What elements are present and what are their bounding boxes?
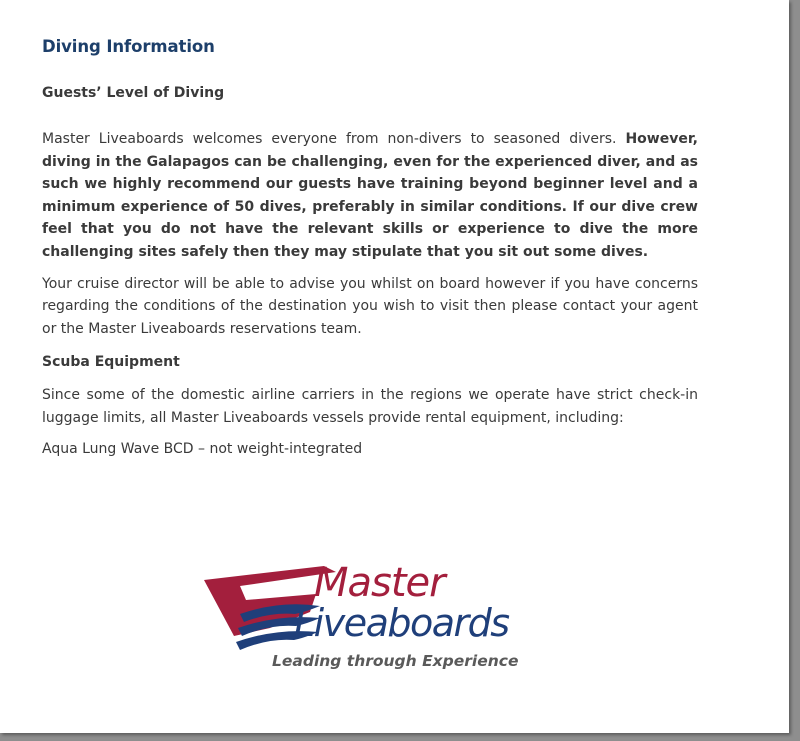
page-title: Diving Information [42, 37, 215, 56]
logo-tagline: Leading through Experience [272, 652, 519, 670]
paragraph-bold-text: However, diving in the Galapagos can be challenging, even for the experienced diver, and as such we highly recommend our guests have training beyond beginner level and a minimum experience of 50 dives, preferably in similar conditions. If our dive crew feel that you do not have the relevant skills or experience to dive the more challenging sites safely then they may stipulate that you sit out some dives. [42, 131, 698, 260]
logo-word-master: Master [314, 560, 445, 606]
master-liveaboards-logo [200, 556, 530, 676]
paragraph-cruise-director: Your cruise director will be able to advise you whilst on board however if you have concerns regarding the conditions of the destination you wish to visit then please contact your agent or the Master Liveaboards reservations team. [42, 275, 698, 337]
paragraph-scuba-equipment: Since some of the domestic airline carriers in the regions we operate have strict check-in luggage limits, all Master Liveaboards vessels provide rental equipment, including: [42, 387, 698, 426]
document-content [42, 36, 698, 460]
logo-word-liveaboards: Liveaboards [294, 601, 509, 645]
paragraph-intro-text: Master Liveaboards welcomes everyone from non-divers to seasoned divers. [42, 131, 626, 147]
paragraph-guests-level [42, 128, 698, 264]
section-heading-guests-level: Guests’ Level of Diving [42, 85, 225, 101]
section-heading-scuba-equipment: Scuba Equipment [42, 354, 180, 371]
equipment-item-bcd: Aqua Lung Wave BCD – not weight-integrated [42, 440, 363, 457]
